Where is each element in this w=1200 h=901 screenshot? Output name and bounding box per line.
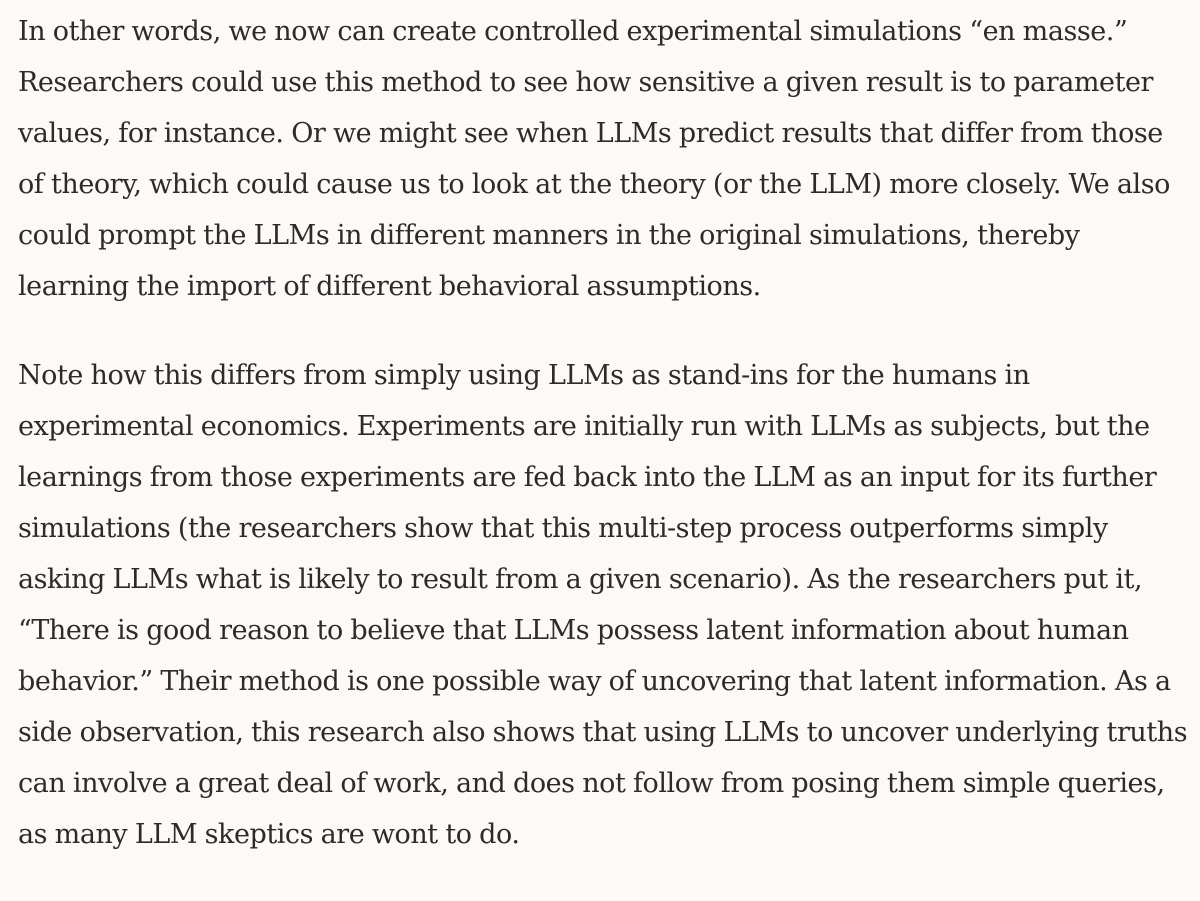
- text-line: learning the import of different behavioral assumptions.: [18, 271, 761, 302]
- text-line: as many LLM skeptics are wont to do.: [18, 819, 520, 850]
- text-line: could prompt the LLMs in different manners in the original simulations, thereby: [18, 220, 1080, 251]
- paragraph-2: [18, 350, 1188, 860]
- text-line: Note how this differs from simply using LLMs as stand-ins for the humans in: [18, 360, 1030, 391]
- text-line: experimental economics. Experiments are initially run with LLMs as subjects, but the: [18, 411, 1150, 442]
- article-body: [18, 6, 1188, 860]
- text-line: side observation, this research also shows that using LLMs to uncover underlying truths: [18, 717, 1188, 748]
- text-line: values, for instance. Or we might see when LLMs predict results that differ from those: [18, 118, 1163, 149]
- text-line: asking LLMs what is likely to result from a given scenario). As the researchers put it,: [18, 564, 1143, 595]
- text-line: behavior.” Their method is one possible way of uncovering that latent information. As a: [18, 666, 1171, 697]
- text-line: of theory, which could cause us to look at the theory (or the LLM) more closely. We also: [18, 169, 1170, 200]
- text-line: “There is good reason to believe that LLMs possess latent information about human: [18, 615, 1129, 646]
- text-line: Researchers could use this method to see how sensitive a given result is to parameter: [18, 67, 1153, 98]
- text-line: simulations (the researchers show that this multi-step process outperforms simply: [18, 513, 1108, 544]
- paragraph-spacer: [18, 312, 1188, 350]
- text-line: can involve a great deal of work, and does not follow from posing them simple queries,: [18, 768, 1165, 799]
- paragraph-1: [18, 6, 1188, 312]
- text-line: In other words, we now can create controlled experimental simulations “en masse.”: [18, 16, 1128, 47]
- text-line: learnings from those experiments are fed back into the LLM as an input for its further: [18, 462, 1157, 493]
